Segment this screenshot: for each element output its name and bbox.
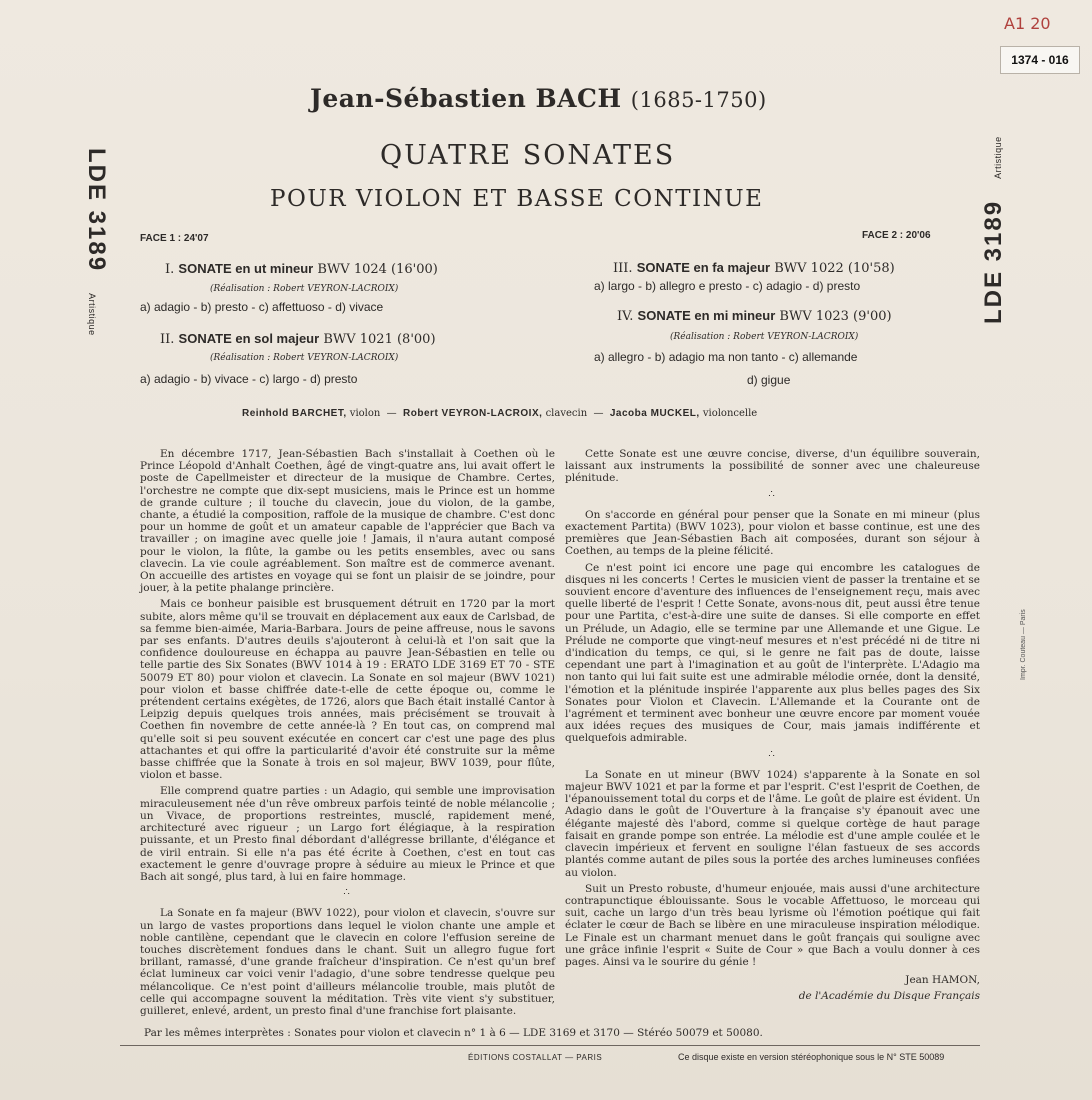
handwritten-note: A1 20 bbox=[1004, 14, 1051, 33]
composer-heading bbox=[310, 84, 767, 113]
sonata-2: II. SONATE en sol majeur BWV 1021 (8'00) bbox=[160, 331, 436, 347]
face2-label: FACE 2 : 20'06 bbox=[862, 230, 931, 241]
sonata-4-movements-cont: d) gigue bbox=[747, 373, 791, 387]
notes-paragraph: Suit un Presto robuste, d'humeur enjouée, mais aussi d'une architecture contrapunctique éblouissante. Sous le vocable Affettuoso, le morceau qui suit, cache un largo d'un très beau lyrisme où l'émotion poétique qui fait éclater le cœur de Bach se libère en une miraculeuse inspiration mélodique. Le Finale est un charmant menuet dans le goût français qui souligne avec une grâce infinie l'esprit « Suite de Cour » que Bach a voulu donner à ces pages. Ainsi va le sourire du génie ! bbox=[565, 882, 980, 968]
notes-paragraph: Ce n'est point ici encore une page qui encombre les catalogues de disques ni les concerts ! Certes le musicien vient de passer la trentaine et se souvient encore d'aventure des influences de l'enseignement reçu, mais avec quelle liberté de l'esprit ! Cette Sonate, avons-nous dit, peut aussi être tenue pour une Partita, c'est-à-dire une suite de danses. Si elle comporte en effet un Prélude, un Adagio, elle se termine par une Allemande et une Gigue. Le Prélude ne comporte que vingt-neuf mesures et n'est précédé ni de titre ni d'indication du temps, ce qui, si le genre ne fait pas de doute, laisse cependant une part à l'imagination et au goût de l'interprète. L'Adagio ma non tanto qui lui fait suite est une admirable mélodie ornée, dont la densité, l'émotion et la plénitude inspirée l'apparente aux plus belles pages des Six Sonates pour Violon et Clavecin. L'Allemande et la Courante ont de l'agrément et terminent avec bonheur une œuvre encore par moment vouée aux idées reçues des musiques de Cour, mais jamais indifférente et quelquefois admirable. bbox=[565, 561, 980, 745]
spine-left bbox=[82, 148, 110, 336]
stereo-note: Ce disque existe en version stéréophonique sous le N° STE 50089 bbox=[678, 1052, 945, 1062]
sonata-4-movements: a) allegro - b) adagio ma non tanto - c) allemande bbox=[594, 350, 858, 364]
printer-credit: Impr. Couteau — Paris bbox=[1020, 609, 1027, 680]
notes-paragraph: On s'accorde en général pour penser que la Sonate en mi mineur (plus exactement Partita) (BWV 1023), pour violon et basse continue, est une des premières que Jean-Sébastien Bach ait composées, durant son séjour à Coethen, au temps de la pleine félicité. bbox=[565, 508, 980, 558]
notes-paragraph: La Sonate en fa majeur (BWV 1022), pour violon et clavecin, s'ouvre sur un largo de vastes proportions dans lequel le violon chante une ample et noble cantilène, cependant que le clavecin en colore l'effusion sereine de touches discrètement fondues dans le chant. Suit un allegro fugue fort brillant, ramassé, d'une grande fraîcheur d'inspiration. Ce n'est qu'un bref éclat lumineux car voici venir l'adagio, d'une sobre tendresse quelque peu mélancolique. Ce n'est point d'ailleurs mélancolie trouble, mais plutôt de celle qui accompagne souvent la méditation. Très vite vient s'y substituer, guilleret, enlevé, ardent, un presto final d'une franchise fort plaisante. bbox=[140, 907, 555, 1017]
face1-label: FACE 1 : 24'07 bbox=[140, 233, 209, 244]
performers: Reinhold BARCHET, violon — Robert VEYRON-LACROIX, clavecin — Jacoba MUCKEL, violoncelle bbox=[242, 408, 758, 419]
related-recordings: Par les mêmes interprètes : Sonates pour violon et clavecin n° 1 à 6 — LDE 3169 et 3170 — Stéréo 50079 et 50080. bbox=[144, 1027, 763, 1039]
label-name: Artistique bbox=[87, 293, 97, 336]
sonata-1-bwv: BWV 1024 (16'00) bbox=[317, 262, 438, 277]
sonata-2-name: SONATE en sol majeur bbox=[178, 331, 320, 346]
sonata-2-realisation: (Réalisation : Robert VEYRON-LACROIX) bbox=[210, 353, 399, 363]
composer-dates: (1685-1750) bbox=[630, 88, 767, 112]
sonata-2-movements: a) adagio - b) vivace - c) largo - d) presto bbox=[140, 372, 358, 386]
footer-divider bbox=[120, 1045, 980, 1046]
label-name: Artistique bbox=[993, 136, 1003, 179]
notes-paragraph: La Sonate en ut mineur (BWV 1024) s'apparente à la Sonate en sol majeur BWV 1021 et par la forme et par l'esprit. C'est l'esprit de Coethen, de l'épanouissement total du corps et de l'âme. Le goût de plaire est évident. Un Adagio dans le goût de l'Ouverture à la française s'y épanouit avec une élégante majesté dès l'abord, comme si quelque cortège de haut parage faisait en grande pompe son entrée. La mélodie est d'une ample coulée et le clavecin impérieux et fervent en souligne l'élan fastueux de ses accords plantés comme autant de piles sous la portée des arches lumineuses confiées au violon. bbox=[565, 768, 980, 879]
spine-right bbox=[980, 136, 1008, 324]
composer-name: Jean-Sébastien BACH bbox=[310, 84, 622, 113]
author-name: Jean HAMON, bbox=[905, 974, 980, 987]
performer-cello: Jacoba MUCKEL, bbox=[609, 408, 700, 419]
liner-notes-right bbox=[565, 448, 980, 1007]
inventory-sticker: 1374 - 016 bbox=[1000, 46, 1080, 74]
notes-paragraph: Cette Sonate est une œuvre concise, diverse, d'un équilibre souverain, laissant aux instruments la possibilité de sonner avec une chaleureuse plénitude. bbox=[565, 448, 980, 485]
sonata-3-name: SONATE en fa majeur bbox=[636, 260, 771, 275]
sonata-4-name: SONATE en mi mineur bbox=[637, 308, 776, 323]
publisher: ÉDITIONS COSTALLAT — PARIS bbox=[468, 1053, 603, 1062]
sonata-1-name: SONATE en ut mineur bbox=[178, 261, 314, 276]
sonata-2-bwv: BWV 1021 (8'00) bbox=[323, 332, 436, 347]
section-separator: ∴ bbox=[343, 887, 352, 899]
author-affiliation: de l'Académie du Disque Français bbox=[798, 990, 980, 1003]
section-separator: ∴ bbox=[768, 488, 777, 500]
notes-paragraph: Elle comprend quatre parties : un Adagio, qui semble une improvisation miraculeusement née d'un rêve ombreux parfois teinté de noble mélancolie ; un Vivace, de proportions restreintes, musclé, rapidement mené, architecturé avec rigueur ; un Largo fort élégiaque, à la respiration puissante, et un Presto final débordant d'allégresse brillante, d'élégance et de viril entrain. Si elle n'a pas été écrite à Coethen, c'est en tout cas exactement le genre d'ouvrage propre à séduire au mieux le Prince et que Bach ait songé, plus tard, à lui en faire hommage. bbox=[140, 785, 555, 883]
notes-paragraph: Mais ce bonheur paisible est brusquement détruit en 1720 par la mort subite, alors même qu'il se trouvait en déplacement aux eaux de Carlsbad, de sa femme bien-aimée, Maria-Barbara. Jours de peine affreuse, nous le savons par ses enfants. D'autres deuils s'ajouteront à celui-là et l'on sait que la confidence douloureuse en échappa au pauvre Jean-Sébastien en telle ou telle partie des Six Sonates (BWV 1014 à 19 : ERATO LDE 3169 ET 70 - STE 50079 ET 80) pour violon et clavecin. La Sonate en sol majeur (BWV 1021) pour violon et basse chiffrée date-t-elle de cette époque ou, comme le prétendent certains exégètes, de 1726, alors que Bach était installé Cantor à Leipzig depuis quelques trois années, mais précisément se trouvait à Coethen fin novembre de cette année-là ? En tout cas, on comprend mal qu'elle soit si peu souvent exécutée en concert car c'est une page des plus attachantes et qui offre la particularité d'avoir été construite sur la même basse chiffrée que la Sonate à trois en sol majeur, BWV 1039, pour flûte, violon et basse. bbox=[140, 598, 555, 782]
sonata-3-bwv: BWV 1022 (10'58) bbox=[774, 261, 895, 276]
sonata-1: I. SONATE en ut mineur BWV 1024 (16'00) bbox=[165, 261, 438, 277]
performer-violin: Reinhold BARCHET, bbox=[242, 408, 347, 419]
sonata-4-bwv: BWV 1023 (9'00) bbox=[779, 309, 892, 324]
sonata-3: III. SONATE en fa majeur BWV 1022 (10'58) bbox=[613, 260, 895, 276]
catalog-number: LDE 3189 bbox=[83, 148, 110, 273]
sonata-1-movements: a) adagio - b) presto - c) affettuoso - d) vivace bbox=[140, 300, 384, 314]
album-subtitle: POUR VIOLON ET BASSE CONTINUE bbox=[270, 186, 764, 212]
notes-paragraph: En décembre 1717, Jean-Sébastien Bach s'installait à Coethen où le Prince Léopold d'Anhalt Coethen, âgé de vingt-quatre ans, lui avait offert le poste de Capellmeister et directeur de la musique de Chambre. Certes, l'orchestre ne compte que dix-sept musiciens, mais le Prince est un homme de grande culture ; il touche du clavecin, joue du violon, de la gambe, chante, a étudié la composition, raffole de la musique de chambre. C'est donc pour un homme de goût et un amateur capable de l'apprécier que Bach va travailler ; on imagine avec quelle joie ! Jamais, il n'aura autant composé pour le violon, la flûte, la gambe ou les petits ensembles, avec ou sans clavecin. La vie coule agréablement. Son maître est de commerce avenant. On accueille des artistes en voyage qui se font un plaisir de se joindre, pour jouer, à la petite phalange princière. bbox=[140, 448, 555, 595]
sonata-1-realisation: (Réalisation : Robert VEYRON-LACROIX) bbox=[210, 284, 399, 294]
sonata-4: IV. SONATE en mi mineur BWV 1023 (9'00) bbox=[617, 308, 892, 324]
sonata-3-movements: a) largo - b) allegro e presto - c) adagio - d) presto bbox=[594, 279, 861, 293]
liner-notes-left bbox=[140, 448, 555, 1021]
sonata-4-realisation: (Réalisation : Robert VEYRON-LACROIX) bbox=[670, 332, 859, 342]
section-separator: ∴ bbox=[768, 748, 777, 760]
album-title: QUATRE SONATES bbox=[380, 140, 676, 171]
catalog-number: LDE 3189 bbox=[980, 199, 1007, 324]
performer-harpsichord: Robert VEYRON-LACROIX, bbox=[403, 408, 543, 419]
